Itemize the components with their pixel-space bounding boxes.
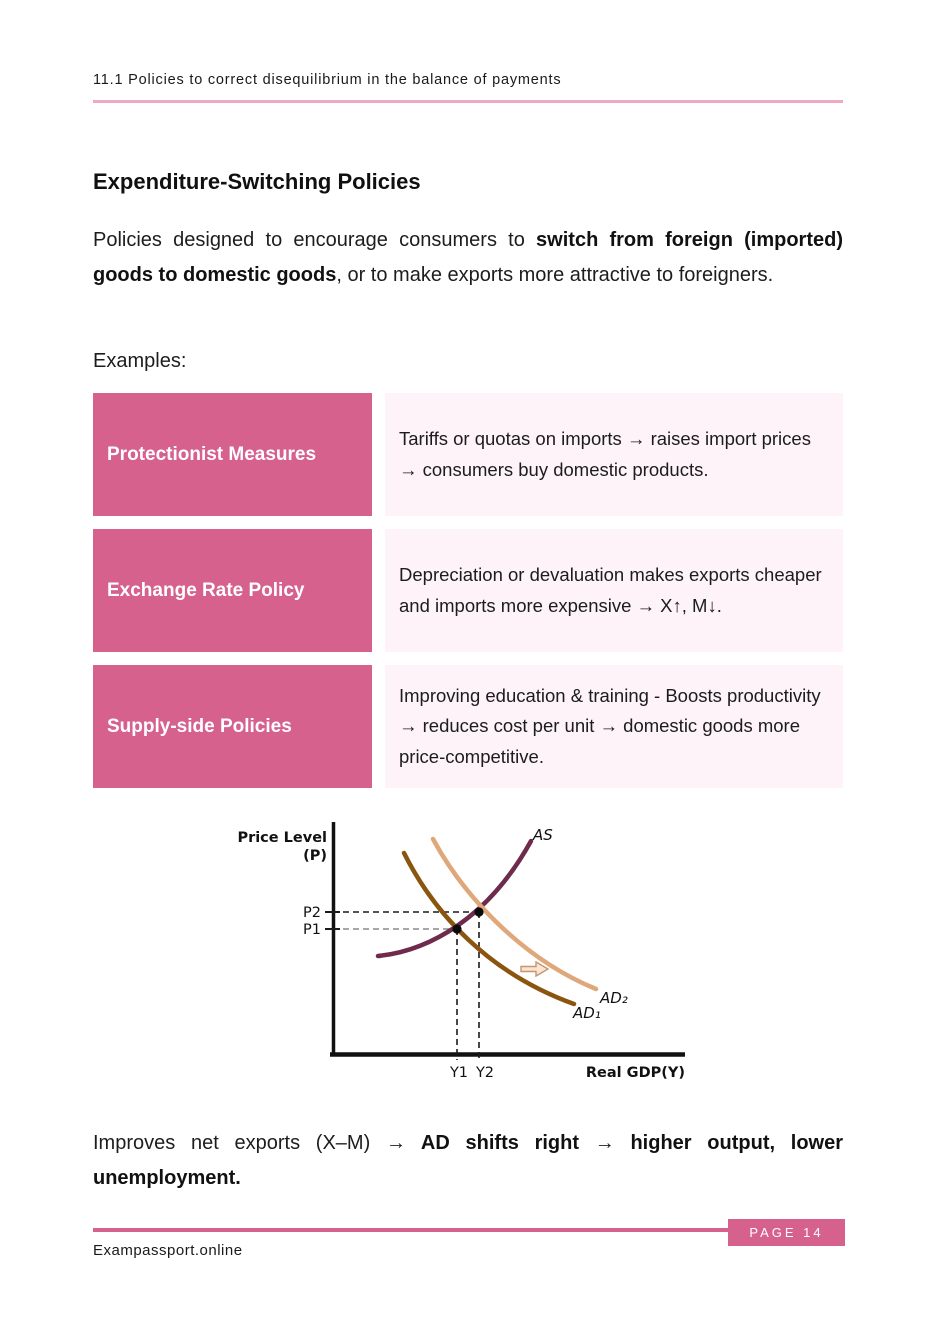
equilibrium-dot-new (474, 907, 483, 916)
intro-paragraph (93, 223, 843, 293)
table-row (93, 529, 843, 652)
intro-text-regular-2: , or to make exports more attractive to foreigners. (336, 264, 774, 286)
right-arrow-glyph: → (385, 1132, 406, 1154)
policy-description-protectionist: Tariffs or quotas on imports → raises import prices → consumers buy domestic products. (385, 393, 843, 516)
y1-tick-label: Y1 (449, 1065, 469, 1081)
policy-table (93, 393, 843, 801)
policy-label-supply-side: Supply-side Policies (93, 665, 372, 788)
right-arrow-glyph-2: → (594, 1132, 615, 1154)
policy-description-supply-side: Improving education & training - Boosts productivity → reduces cost per unit → domestic goods more price-competitive. (385, 665, 843, 788)
conclusion-text-regular: Improves net exports (X–M) (93, 1132, 386, 1154)
shift-right-arrow-icon (521, 962, 548, 976)
policy-label-exchange-rate: Exchange Rate Policy (93, 529, 372, 652)
ad2-curve (433, 839, 596, 989)
y2-tick-label: Y2 (475, 1065, 495, 1081)
conclusion-text-bold-2: higher output, lower unemployment. (93, 1132, 843, 1189)
examples-label: Examples: (93, 350, 187, 372)
y-axis-label-line2: (P) (303, 848, 327, 864)
as-curve-label: AS (533, 826, 553, 844)
intro-text-bold: switch from foreign (imported) goods to domestic goods (93, 229, 844, 286)
table-row (93, 665, 843, 788)
page-number-badge: PAGE 14 (728, 1219, 845, 1246)
y-axis-label-line1: Price Level (237, 830, 327, 846)
policy-description-exchange-rate: Depreciation or devaluation makes exports cheaper and imports more expensive → X↑, M↓. (385, 529, 843, 652)
p2-tick-label: P2 (303, 905, 321, 921)
page-header-title: 11.1 Policies to correct disequilibrium in the balance of payments (93, 72, 562, 88)
as-curve (378, 841, 531, 956)
ad1-curve-label: AD₁ (573, 1004, 601, 1022)
adas-chart (230, 815, 700, 1087)
conclusion-paragraph (93, 1126, 843, 1196)
table-row (93, 393, 843, 516)
equilibrium-dot-initial (452, 924, 461, 933)
intro-text-regular: Policies designed to encourage consumers to (93, 229, 537, 251)
ad1-curve (404, 853, 574, 1004)
section-heading: Expenditure-Switching Policies (93, 169, 421, 194)
x-axis-label: Real GDP(Y) (585, 1065, 685, 1081)
p1-tick-label: P1 (303, 922, 321, 938)
conclusion-text-bold-1: AD shifts right (405, 1132, 595, 1154)
ad2-curve-label: AD₂ (600, 989, 628, 1007)
policy-label-protectionist: Protectionist Measures (93, 393, 372, 516)
header-divider-line (93, 100, 843, 103)
site-name: Exampassport.online (93, 1242, 243, 1259)
